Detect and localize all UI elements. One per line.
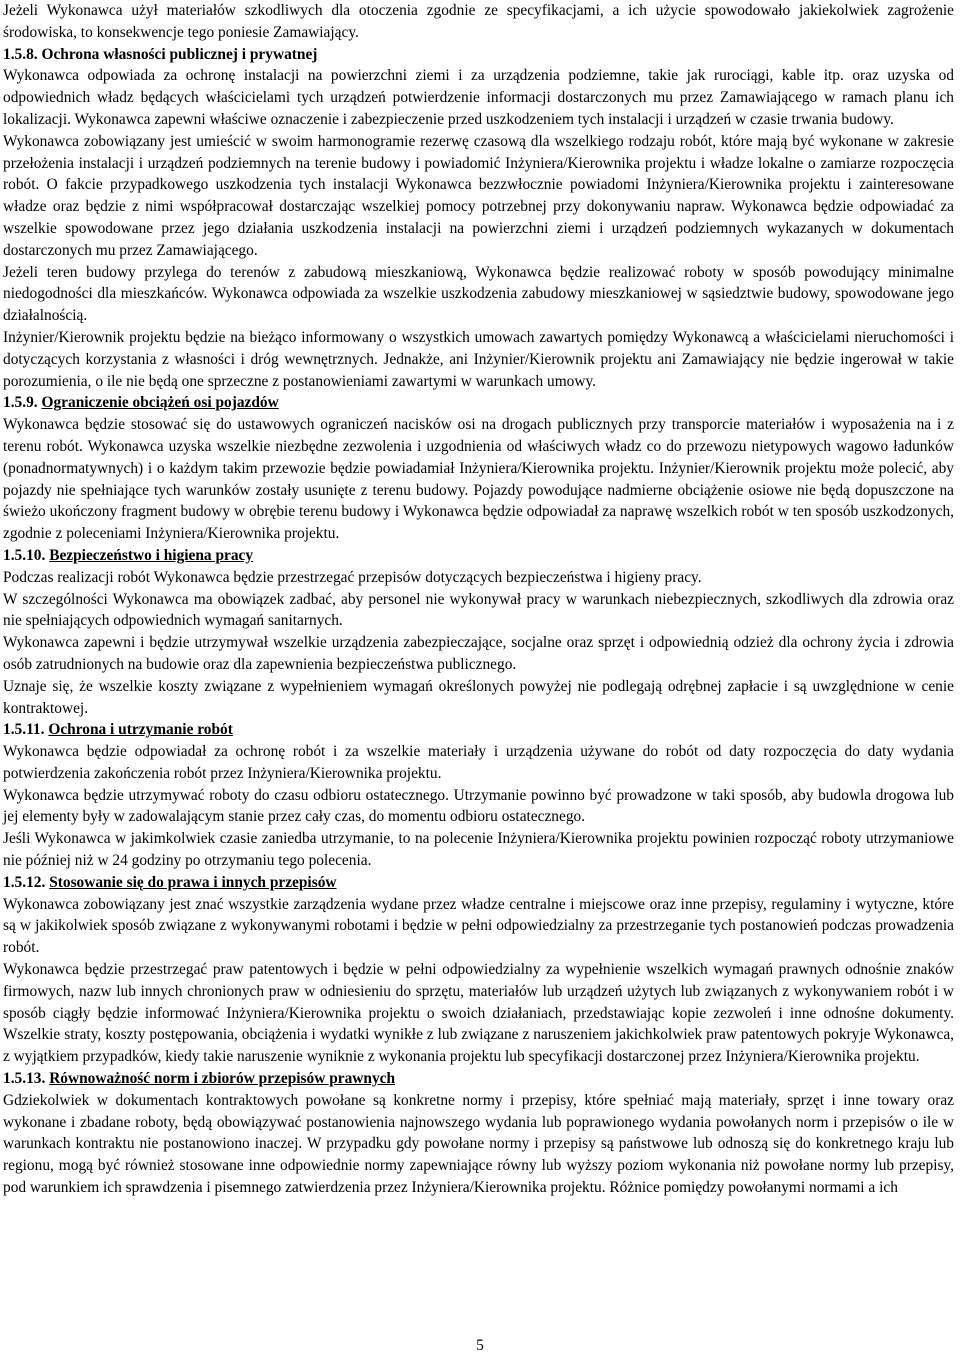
- section-heading: [3, 392, 954, 414]
- section-title: Ochrona własności publicznej i prywatnej: [41, 45, 318, 63]
- section-number: 1.5.13.: [3, 1070, 46, 1088]
- paragraph: Jeśli Wykonawca w jakimkolwiek czasie zaniedba utrzymanie, to na polecenie Inżyniera/Kierownika projektu powinien rozpocząć roboty utrzymaniowe nie później niż w 24 godziny po otrzymaniu tego polecenia.: [3, 830, 954, 870]
- section-number: 1.5.10.: [3, 546, 46, 564]
- section-number: 1.5.8.: [3, 45, 38, 63]
- paragraph: Wykonawca będzie odpowiadał za ochronę robót i za wszelkie materiały i urządzenia używane do robót od daty rozpoczęcia do daty wydania potwierdzenia zakończenia robót przez Inżyniera/Kierownika projektu.: [3, 743, 954, 782]
- section-title: Stosowanie się do prawa i innych przepisów: [49, 873, 337, 891]
- section-heading: [3, 872, 954, 894]
- paragraph: Wykonawca będzie stosować się do ustawowych ograniczeń nacisków osi na drogach publicznych przy transporcie materiałów i wyposażenia na i z terenu robót. Wykonawca uzyska wszelkie niezbędne zezwolenia i uzgodnienia od właściwych władz co do przewozu nietypowych wagowo ładunków (ponadnormatywnych) i o każdym takim przewozie będzie powiadamiał Inżyniera/Kierownika projektu. Inżynier/Kierownik projektu może polecić, aby pojazdy nie spełniające tych warunków zostały usunięte z terenu budowy. Pojazdy powodujące nadmierne obciążenie osiowe nie będą dopuszczone na świeżo ukończony fragment budowy w obrębie terenu budowy i Wykonawca będzie odpowiadał za naprawę wszelkich robót w ten sposób uszkodzonych, zgodnie z poleceniami Inżyniera/Kierownika projektu.: [3, 416, 954, 543]
- section-number: 1.5.9.: [3, 394, 38, 412]
- paragraph: Wykonawca zobowiązany jest znać wszystkie zarządzenia wydane przez władze centralne i miejscowe oraz inne przepisy, regulaminy i wytyczne, które są w jakikolwiek sposób związane z wykonywanymi robotami i będzie w pełni odpowiedzialny za przestrzeganie tych postanowień podczas prowadzenia robót.: [3, 895, 954, 957]
- section-number: 1.5.11.: [3, 721, 45, 739]
- section-number: 1.5.12.: [3, 873, 46, 891]
- section-title: Równoważność norm i zbiorów przepisów prawnych: [49, 1070, 396, 1088]
- paragraph: Podczas realizacji robót Wykonawca będzie przestrzegać przepisów dotyczących bezpieczeństwa i higieny pracy.: [3, 568, 702, 586]
- section-title: Ograniczenie obciążeń osi pojazdów: [41, 394, 279, 412]
- section-title: Bezpieczeństwo i higiena pracy: [49, 546, 254, 564]
- paragraph: Inżynier/Kierownik projektu będzie na bieżąco informowany o wszystkich umowach zawartych pomiędzy Wykonawcą a właścicielami nieruchomości i dotyczących korzystania z własności i dróg wewnętrznych. Jednakże, ani Inżynier/Kierownik projektu ani Zamawiający nie będzie ingerował w takie porozumienia, o ile nie będą one sprzeczne z postanowieniami zawartymi w warunkach umowy.: [3, 328, 954, 390]
- paragraph: Jeżeli teren budowy przylega do terenów z zabudową mieszkaniową, Wykonawca będzie realizować roboty w sposób powodujący minimalne niedogodności dla mieszkańców. Wykonawca odpowiada za wszelkie uszkodzenia zabudowy mieszkaniowej w sąsiedztwie budowy, spowodowane jego działalnością.: [3, 263, 954, 325]
- paragraph: Wykonawca zobowiązany jest umieścić w swoim harmonogramie rezerwę czasową dla wszelkiego rodzaju robót, które mają być wykonane w zakresie przełożenia instalacji i urządzeń podziemnych na terenie budowy i powiadomić Inżyniera/Kierownika projektu i władze lokalne o zamiarze rozpoczęcia robót. O fakcie przypadkowego uszkodzenia tych instalacji Wykonawca bezzwłocznie powiadomi Inżyniera/Kierownika projektu i zainteresowane władze oraz będzie z nimi współpracował dostarczając wszelkiej pomocy potrzebnej przy dokonywaniu napraw. Wykonawca będzie odpowiadać za wszelkie spowodowane przez jego działania uszkodzenia instalacji na powierzchni ziemi i urządzeń podziemnych wykazanych w dokumentach dostarczonych mu przez Zamawiającego.: [3, 132, 954, 259]
- paragraph: Gdziekolwiek w dokumentach kontraktowych powołane są konkretne normy i przepisy, które spełniać mają materiały, sprzęt i inne towary oraz wykonane i zbadane roboty, będą obowiązywać postanowienia najnowszego wydania lub poprawionego wydania powołanych norm i przepisów o ile w warunkach kontraktu nie postanowiono inaczej. W przypadku gdy powołane normy i przepisy są państwowe lub odnoszą się do konkretnego kraju lub regionu, mogą być również stosowane inne odpowiednie normy zapewniające równy lub wyższy poziom wykonania niż powołane normy lub przepisy, pod warunkiem ich sprawdzenia i pisemnego zatwierdzenia przez Inżyniera/Kierownika projektu. Różnice pomiędzy powołanymi normami a ich: [3, 1091, 954, 1197]
- section-heading: [3, 545, 954, 567]
- paragraph: Uznaje się, że wszelkie koszty związane z wypełnieniem wymagań określonych powyżej nie podlegają odrębnej zapłacie i są uwzględnione w cenie kontraktowej.: [3, 677, 954, 717]
- paragraph: Wykonawca będzie utrzymywać roboty do czasu odbioru ostatecznego. Utrzymanie powinno być prowadzone w taki sposób, aby budowla drogowa lub jej elementy były w zadowalającym stanie przez cały czas, do momentu odbioru ostatecznego.: [3, 786, 954, 826]
- section-heading: [3, 719, 954, 741]
- paragraph: Wykonawca zapewni i będzie utrzymywał wszelkie urządzenia zabezpieczające, socjalne oraz sprzęt i odpowiednią odzież dla ochrony życia i zdrowia osób zatrudnionych na budowie oraz dla zapewnienia bezpieczeństwa publicznego.: [3, 634, 954, 673]
- paragraph: W szczególności Wykonawca ma obowiązek zadbać, aby personel nie wykonywał pracy w warunkach niebezpiecznych, szkodliwych dla zdrowia oraz nie spełniających odpowiednich wymagań sanitarnych.: [3, 590, 954, 630]
- section-heading: [3, 44, 954, 66]
- paragraph: Jeżeli Wykonawca użył materiałów szkodliwych dla otoczenia zgodnie ze specyfikacjami, a ich użycie spowodowało jakiekolwiek zagrożenie środowiska, to konsekwencje tego poniesie Zamawiający.: [3, 2, 954, 41]
- section-title: Ochrona i utrzymanie robót: [48, 721, 233, 739]
- paragraph: Wykonawca będzie przestrzegać praw patentowych i będzie w pełni odpowiedzialny za wypełnienie wszelkich wymagań prawnych odnośnie znaków firmowych, nazw lub innych chronionych praw w odniesieniu do sprzętu, materiałów lub urządzeń użytych lub związanych z wykonywaniem robót i w sposób ciągły będzie informować Inżyniera/Kierownika projektu o swoich działaniach, przedstawiając kopie zezwoleń i inne odnośne dokumenty. Wszelkie straty, koszty postępowania, obciążenia i wydatki wynikłe z lub związane z naruszeniem jakichkolwiek praw patentowych pokryje Wykonawca, z wyjątkiem przypadków, kiedy takie naruszenie wyniknie z wykonania projektu lub specyfikacji dostarczonej przez Inżyniera/Kierownika projektu.: [3, 961, 954, 1066]
- document-body: [3, 0, 954, 1199]
- section-heading: [3, 1068, 954, 1090]
- paragraph: Wykonawca odpowiada za ochronę instalacji na powierzchni ziemi i za urządzenia podziemne, takie jak rurociągi, kable itp. oraz uzyska od odpowiednich władz będących właścicielami tych urządzeń potwierdzenie informacji dostarczonych mu przez Zamawiającego w ramach planu ich lokalizacji. Wykonawca zapewni właściwe oznaczenie i zabezpieczenie przed uszkodzeniem tych instalacji i urządzeń w czasie trwania budowy.: [3, 67, 954, 128]
- page-number: 5: [476, 1337, 484, 1354]
